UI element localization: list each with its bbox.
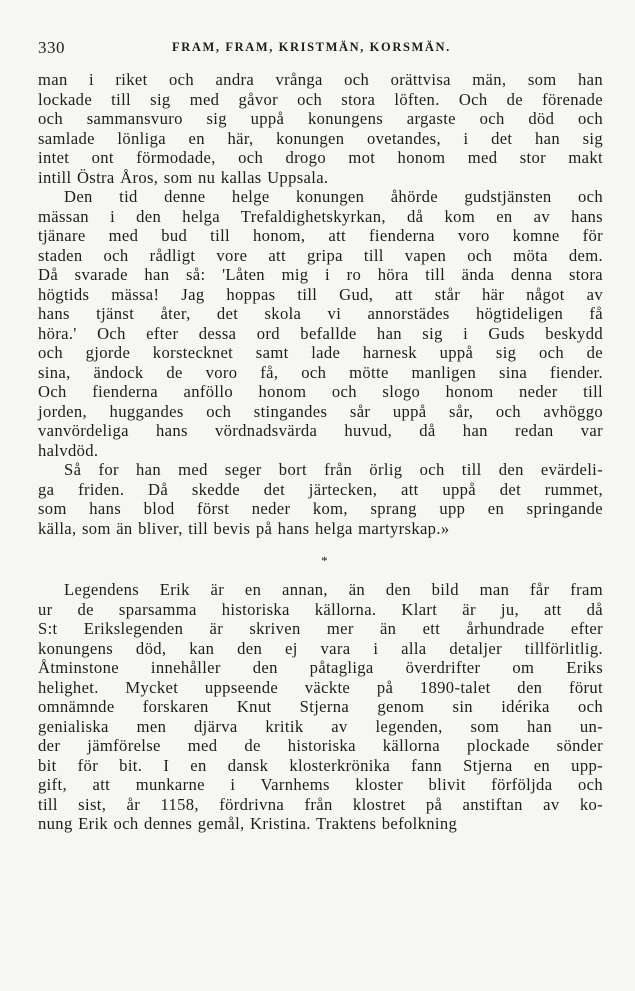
paragraph-3 xyxy=(38,460,603,538)
text-line: Och fienderna anföllo honom och slogo honom neder till xyxy=(38,382,603,401)
text-line: och sammansvuro sig uppå konungens argaste och död och xyxy=(38,109,603,128)
text-line: sina, ändock de voro få, och mötte manligen sina fiender. xyxy=(38,362,603,382)
running-title: FRAM, FRAM, KRISTMÄN, KORSMÄN. xyxy=(172,40,451,54)
paragraph-4 xyxy=(38,580,603,834)
text-line: samlade lönliga en här, konungen ovetandes, i det han sig xyxy=(38,128,603,148)
text-line: vanvördeliga hans vördnadsvärda huvud, då han redan var xyxy=(38,421,603,440)
text-line: lockade till sig med gåvor och stora löften. Och de förenade xyxy=(38,89,603,109)
text-line: jorden, huggandes och stingandes sår uppå sår, och avhöggo xyxy=(38,401,603,421)
text-line: källa, som än bliver, till bevis på hans helga martyrskap.» xyxy=(38,518,450,538)
section-separator: * xyxy=(321,553,328,568)
text-line: gift, att munkarne i Varnhems kloster blivit förföljda och xyxy=(38,775,603,794)
page-number: 330 xyxy=(38,38,65,57)
text-line: Legendens Erik är en annan, än den bild man får fram xyxy=(64,580,603,599)
book-page xyxy=(38,30,603,834)
paragraph-1 xyxy=(38,70,603,187)
text-line: Då svarade han så: 'Låten mig i ro höra till ända denna stora xyxy=(38,265,603,284)
text-line: halvdöd. xyxy=(38,440,99,460)
paragraph-2 xyxy=(38,187,603,460)
text-line: nung Erik och dennes gemål, Kristina. Traktens befolkning xyxy=(38,814,458,833)
text-line: högtids mässa! Jag hoppas till Gud, att står här något av xyxy=(38,284,603,304)
text-line: helighet. Mycket uppseende väckte på 1890-talet den förut xyxy=(38,677,603,697)
text-line: omnämnde forskaren Knut Stjerna genom sin idérika och xyxy=(38,697,603,716)
text-line: intet ont förmodade, och drogo mot honom med stor makt xyxy=(38,148,603,167)
text-line: ga friden. Då skedde det järtecken, att uppå det rummet, xyxy=(38,479,603,499)
text-line: ur de sparsamma historiska källorna. Klart är ju, att då xyxy=(38,599,603,619)
text-line: tjänare med bud till honom, att fienderna voro komne för xyxy=(38,226,603,245)
text-line: och gjorde korstecknet samt lade harnesk uppå sig och de xyxy=(38,343,603,362)
text-line: till sist, år 1158, fördrivna från klostret på anstiftan av ko- xyxy=(38,794,603,814)
text-line: hans tjänst åter, det skola vi annorstädes högtideligen få xyxy=(38,304,603,323)
text-line: genialiska men djärva kritik av legenden, som han un- xyxy=(38,716,603,736)
text-line: S:t Erikslegenden är skriven mer än ett århundrade efter xyxy=(38,619,603,638)
text-line: bit för bit. I en dansk klosterkrönika fann Stjerna en upp- xyxy=(38,755,603,775)
text-line: der jämförelse med de historiska källorna plockade sönder xyxy=(38,736,603,755)
text-line: konungens död, kan den ej vara i alla detaljer tillförlitlig. xyxy=(38,638,603,658)
text-line: mässan i den helga Trefaldighetskyrkan, då kom en av hans xyxy=(38,206,603,226)
text-line: staden och rådligt vore att gripa till vapen och möta dem. xyxy=(38,245,603,265)
text-line: Så for han med seger bort från örlig och till den evärdeli- xyxy=(64,460,603,479)
text-line: höra.' Och efter dessa ord befallde han sig i Guds beskydd xyxy=(38,323,603,343)
text-line: intill Östra Åros, som nu kallas Uppsala. xyxy=(38,167,329,187)
text-line: Den tid denne helge konungen åhörde gudstjänsten och xyxy=(64,187,603,206)
text-line: Åtminstone innehåller den påtagliga överdrifter om Eriks xyxy=(38,658,603,677)
body-text xyxy=(38,70,603,834)
text-line: man i riket och andra vrånga och orättvisa män, som han xyxy=(38,70,603,89)
page-header xyxy=(38,30,603,70)
text-line: som hans blod först neder kom, sprang upp en springande xyxy=(38,499,603,518)
